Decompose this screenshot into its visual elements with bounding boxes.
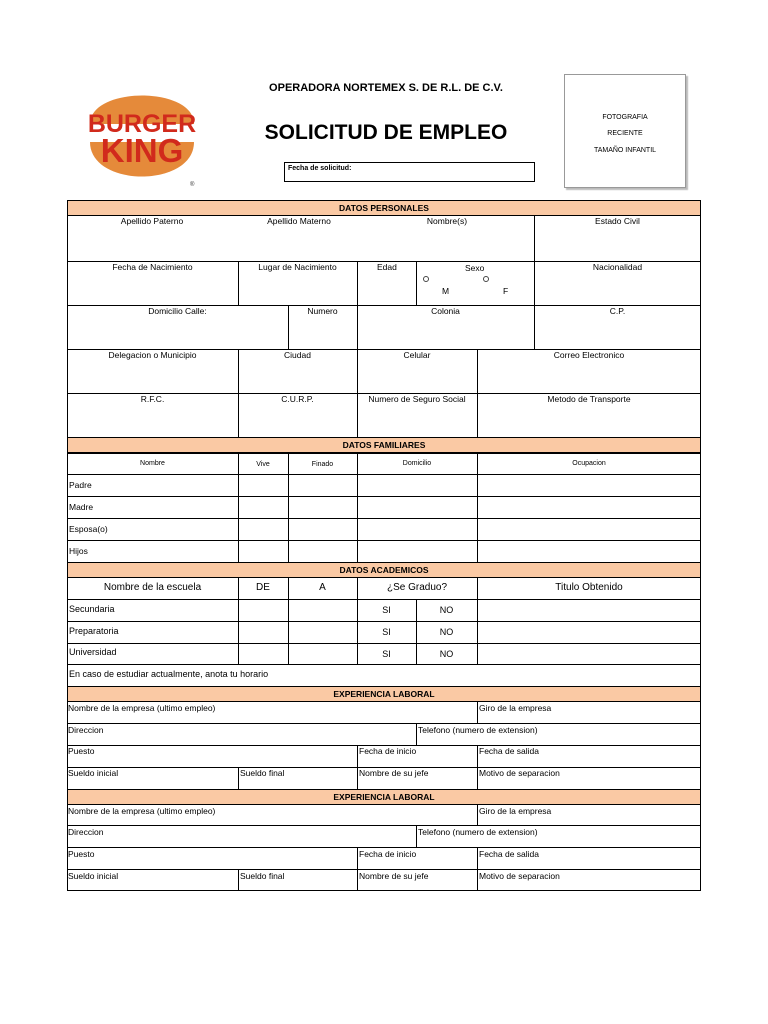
domicilio-calle-label: Domicilio Calle: — [148, 306, 207, 316]
apellido-paterno-label: Apellido Paterno — [120, 216, 184, 226]
fam-row-hijos: Hijos — [69, 546, 88, 556]
section-header-personales: DATOS PERSONALES — [67, 200, 701, 216]
acad-col-graduo: ¿Se Graduo? — [386, 582, 448, 593]
exp1-sueldo-inicial: Sueldo inicial — [68, 768, 119, 778]
colonia-label: Colonia — [431, 306, 460, 316]
exp1-sueldo-final: Sueldo final — [240, 768, 285, 778]
rfc-label: R.F.C. — [140, 394, 165, 404]
fam-col-finado: Finado — [311, 461, 334, 468]
exp1-jefe: Nombre de su jefe — [359, 768, 429, 778]
sexo-m-radio[interactable] — [423, 276, 429, 282]
page-title: SOLICITUD DE EMPLEO — [264, 121, 508, 144]
exp1-motivo: Motivo de separacion — [479, 768, 560, 778]
nss-label: Numero de Seguro Social — [368, 394, 466, 404]
section-header-familiares: DATOS FAMILIARES — [67, 437, 701, 453]
fam-col-domicilio: Domicilio — [402, 460, 432, 467]
exp2-sueldo-inicial: Sueldo inicial — [68, 871, 119, 881]
acad-col-titulo: Titulo Obtenido — [555, 582, 623, 593]
fam-row-madre: Madre — [69, 502, 94, 512]
section-header-academicos: DATOS ACADEMICOS — [67, 562, 701, 578]
delegacion-label: Delegacion o Municipio — [108, 350, 197, 360]
acad-col-escuela: Nombre de la escuela — [103, 582, 202, 593]
ciudad-label: Ciudad — [284, 350, 311, 360]
acad-no-1[interactable]: NO — [439, 605, 454, 615]
exp1-giro: Giro de la empresa — [479, 703, 552, 713]
fecha-solicitud-label: Fecha de solicitud: — [288, 165, 352, 172]
acad-col-a: A — [319, 582, 326, 593]
sexo-f-label: F — [503, 286, 509, 296]
celular-label: Celular — [403, 350, 431, 360]
fecha-solicitud-field[interactable] — [284, 162, 535, 182]
photo-line-3: TAMAÑO INFANTIL — [593, 147, 657, 154]
form-frame — [67, 200, 701, 891]
burger-king-logo — [86, 76, 198, 188]
sexo-label: Sexo — [465, 263, 485, 273]
photo-box — [564, 74, 686, 188]
cp-label: C.P. — [609, 306, 626, 316]
exp2-giro: Giro de la empresa — [479, 806, 552, 816]
photo-line-2: RECIENTE — [607, 130, 643, 137]
exp1-fecha-salida: Fecha de salida — [479, 746, 540, 756]
exp2-puesto: Puesto — [68, 849, 95, 859]
estado-civil-label: Estado Civil — [595, 216, 640, 226]
fam-col-ocupacion: Ocupacion — [572, 460, 606, 467]
logo-text-bottom: KING — [100, 132, 184, 169]
numero-label: Numero — [307, 306, 338, 316]
nacionalidad-label: Nacionalidad — [592, 262, 643, 272]
apellido-materno-label: Apellido Materno — [267, 216, 331, 226]
exp2-jefe: Nombre de su jefe — [359, 871, 429, 881]
fecha-nacimiento-label: Fecha de Nacimiento — [112, 262, 193, 272]
exp1-telefono: Telefono (numero de extension) — [418, 725, 538, 735]
section-header-experiencia-2: EXPERIENCIA LABORAL — [67, 789, 701, 805]
acad-si-2[interactable]: SI — [382, 627, 391, 637]
acad-si-3[interactable]: SI — [382, 649, 391, 659]
exp1-empresa: Nombre de la empresa (ultimo empleo) — [68, 703, 216, 713]
exp2-fecha-inicio: Fecha de inicio — [359, 849, 417, 859]
transporte-label: Metodo de Transporte — [547, 394, 631, 404]
edad-label: Edad — [377, 262, 397, 272]
fam-row-padre: Padre — [69, 480, 92, 490]
acad-col-de: DE — [256, 582, 270, 593]
exp2-motivo: Motivo de separacion — [479, 871, 560, 881]
acad-no-3[interactable]: NO — [439, 649, 454, 659]
curp-label: C.U.R.P. — [281, 394, 314, 404]
sexo-f-radio[interactable] — [483, 276, 489, 282]
exp1-direccion: Direccion — [68, 725, 104, 735]
exp2-empresa: Nombre de la empresa (ultimo empleo) — [68, 806, 216, 816]
lugar-nacimiento-label: Lugar de Nacimiento — [258, 262, 337, 272]
exp1-fecha-inicio: Fecha de inicio — [359, 746, 417, 756]
logo-registered-mark: ® — [190, 182, 195, 188]
photo-line-1: FOTOGRAFIA — [602, 114, 648, 121]
acad-row-universidad: Universidad — [69, 647, 117, 657]
nombres-label: Nombre(s) — [426, 216, 468, 226]
logo-text-top: BURGER — [87, 110, 197, 138]
acad-row-secundaria: Secundaria — [69, 604, 115, 614]
company-name: OPERADORA NORTEMEX S. DE R.L. DE C.V. — [269, 82, 503, 94]
fam-col-vive: Vive — [256, 461, 270, 468]
acad-horario: En caso de estudiar actualmente, anota tu horario — [69, 669, 269, 679]
fam-col-nombre: Nombre — [140, 460, 165, 467]
correo-label: Correo Electronico — [553, 350, 625, 360]
acad-no-2[interactable]: NO — [439, 627, 454, 637]
exp2-direccion: Direccion — [68, 827, 104, 837]
fam-row-esposa: Esposa(o) — [69, 524, 108, 534]
exp2-fecha-salida: Fecha de salida — [479, 849, 540, 859]
sexo-m-label: M — [442, 286, 450, 296]
exp2-telefono: Telefono (numero de extension) — [418, 827, 538, 837]
exp2-sueldo-final: Sueldo final — [240, 871, 285, 881]
exp1-puesto: Puesto — [68, 746, 95, 756]
acad-row-preparatoria: Preparatoria — [69, 626, 119, 636]
acad-si-1[interactable]: SI — [382, 605, 391, 615]
section-header-experiencia-1: EXPERIENCIA LABORAL — [67, 686, 701, 702]
